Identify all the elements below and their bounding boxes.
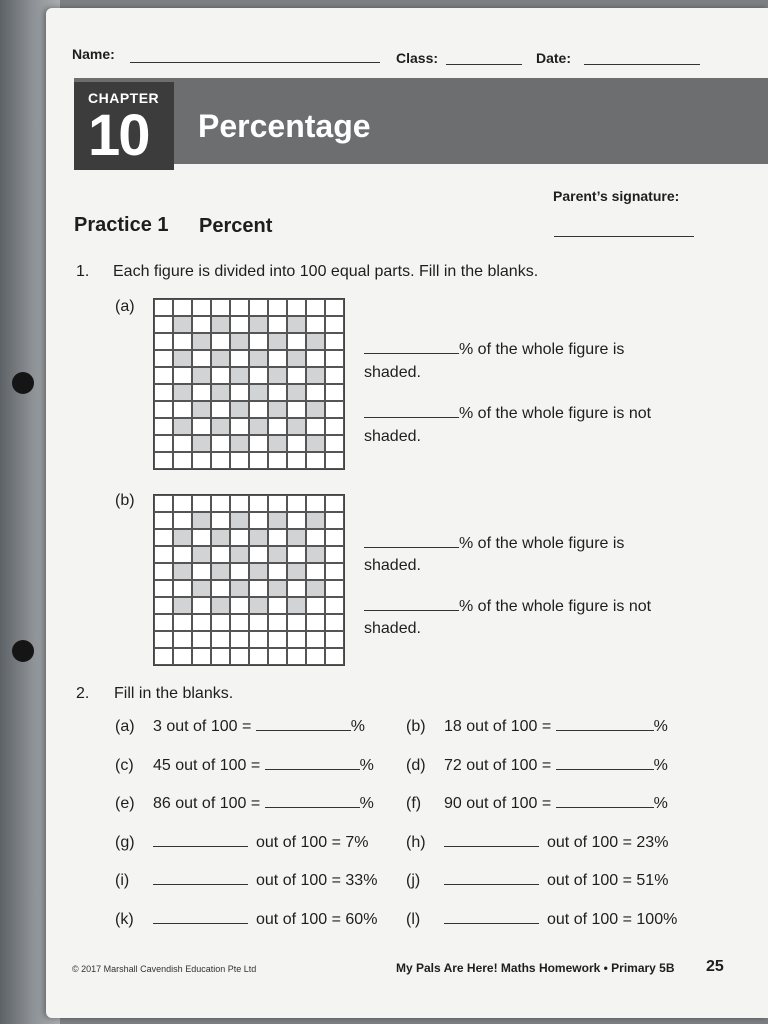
grid-cell	[173, 384, 192, 401]
grid-cell	[230, 435, 249, 452]
grid-cell	[249, 563, 268, 580]
grid-cell	[249, 546, 268, 563]
grid-cell	[325, 299, 344, 316]
q1b-label: (b)	[115, 492, 135, 509]
grid-cell	[154, 546, 173, 563]
q2-item-label: (i)	[115, 872, 130, 889]
grid-cell	[306, 512, 325, 529]
grid-cell	[268, 333, 287, 350]
grid-cell	[306, 529, 325, 546]
grid-cell	[230, 350, 249, 367]
grid-cell	[211, 495, 230, 512]
q1b-shaded-line	[364, 535, 624, 553]
grid-cell	[249, 435, 268, 452]
grid-cell	[325, 418, 344, 435]
name-label: Name:	[72, 46, 115, 62]
grid-cell	[154, 580, 173, 597]
parent-signature-label: Parent’s signature:	[553, 188, 680, 204]
grid-cell	[173, 614, 192, 631]
q1a-not-shaded-text: % of the whole figure is not	[459, 405, 652, 422]
grid-cell	[287, 418, 306, 435]
chapter-box	[74, 82, 174, 170]
grid-cell	[154, 316, 173, 333]
grid-cell	[230, 316, 249, 333]
grid-cell	[154, 631, 173, 648]
q2-item-label: (d)	[406, 757, 426, 774]
q1-instruction: Each figure is divided into 100 equal parts. Fill in the blanks.	[113, 263, 539, 280]
chapter-number: 10	[88, 103, 149, 168]
q2-item-label: (h)	[406, 834, 426, 851]
date-field[interactable]	[584, 64, 700, 65]
grid-cell	[211, 614, 230, 631]
grid-cell	[173, 299, 192, 316]
grid-cell	[192, 529, 211, 546]
grid-cell	[192, 512, 211, 529]
grid-cell	[154, 401, 173, 418]
grid-cell	[249, 452, 268, 469]
grid-cell	[306, 648, 325, 665]
grid-cell	[325, 580, 344, 597]
q2-item	[406, 718, 668, 736]
grid-cell	[154, 648, 173, 665]
grid-cell	[192, 435, 211, 452]
grid-cell	[192, 597, 211, 614]
q2-item-label: (c)	[115, 757, 134, 774]
grid-cell	[287, 597, 306, 614]
grid-cell	[154, 452, 173, 469]
answer-blank[interactable]	[556, 769, 654, 770]
grid-cell	[268, 597, 287, 614]
grid-cell	[268, 495, 287, 512]
grid-cell	[249, 316, 268, 333]
practice-label: Practice 1	[74, 214, 169, 236]
grid-cell	[287, 299, 306, 316]
grid-cell	[230, 512, 249, 529]
q2-item-text: 72 out of 100 =	[444, 757, 556, 774]
q1a-label: (a)	[115, 298, 135, 315]
grid-cell	[287, 648, 306, 665]
grid-cell	[230, 529, 249, 546]
grid-cell	[325, 452, 344, 469]
grid-cell	[154, 512, 173, 529]
q2-item-label: (a)	[115, 718, 135, 735]
grid-cell	[306, 614, 325, 631]
grid-cell	[230, 495, 249, 512]
grid-cell	[173, 563, 192, 580]
q2-item-label: (j)	[406, 872, 421, 889]
grid-cell	[306, 418, 325, 435]
chapter-banner	[74, 78, 768, 164]
grid-cell	[325, 614, 344, 631]
grid-cell	[325, 512, 344, 529]
grid-cell	[230, 563, 249, 580]
q2-item	[115, 872, 377, 890]
grid-cell	[230, 384, 249, 401]
grid-cell	[325, 631, 344, 648]
grid-cell	[211, 512, 230, 529]
grid-cell	[211, 580, 230, 597]
grid-cell	[306, 597, 325, 614]
grid-cell	[154, 367, 173, 384]
q2-item-label: (l)	[406, 911, 421, 928]
q2-item-text: out of 100 = 33%	[256, 872, 378, 889]
answer-blank[interactable]	[153, 923, 248, 924]
grid-cell	[192, 401, 211, 418]
grid-cell	[154, 384, 173, 401]
grid-cell	[306, 367, 325, 384]
grid-cell	[249, 401, 268, 418]
grid-cell	[192, 299, 211, 316]
hundred-grid-a	[153, 298, 345, 470]
grid-cell	[249, 384, 268, 401]
grid-cell	[192, 418, 211, 435]
grid-cell	[268, 512, 287, 529]
grid-cell	[306, 495, 325, 512]
grid-cell	[192, 648, 211, 665]
q2-item	[115, 911, 377, 929]
grid-cell	[211, 648, 230, 665]
hundred-grid-b	[153, 494, 345, 666]
grid-cell	[306, 299, 325, 316]
page-number: 25	[706, 958, 724, 975]
grid-cell	[173, 350, 192, 367]
grid-cell	[249, 299, 268, 316]
grid-cell	[249, 512, 268, 529]
q2-item-text: 3 out of 100 =	[153, 718, 256, 735]
grid-cell	[230, 333, 249, 350]
q2-number: 2.	[76, 685, 90, 702]
grid-cell	[287, 563, 306, 580]
grid-cell	[230, 546, 249, 563]
grid-cell	[192, 546, 211, 563]
answer-blank[interactable]	[556, 807, 654, 808]
book-title: My Pals Are Here! Maths Homework • Primary 5B	[396, 961, 675, 975]
grid-cell	[268, 350, 287, 367]
grid-cell	[154, 495, 173, 512]
q2-item-text: out of 100 = 100%	[547, 911, 678, 928]
q2-item	[406, 757, 668, 775]
q2-item-text: out of 100 = 23%	[547, 834, 669, 851]
grid-cell	[211, 418, 230, 435]
answer-blank[interactable]	[265, 769, 360, 770]
q1b-not-shaded-word: shaded.	[364, 620, 421, 637]
grid-cell	[306, 333, 325, 350]
grid-cell	[173, 580, 192, 597]
grid-cell	[306, 546, 325, 563]
q2-item-unit: %	[350, 718, 365, 735]
grid-cell	[211, 452, 230, 469]
grid-cell	[230, 614, 249, 631]
grid-cell	[325, 529, 344, 546]
grid-cell	[325, 350, 344, 367]
grid-cell	[211, 384, 230, 401]
grid-cell	[192, 367, 211, 384]
worksheet-page	[46, 8, 768, 1018]
copyright: © 2017 Marshall Cavendish Education Pte Ltd	[72, 964, 257, 974]
class-label: Class:	[396, 50, 439, 66]
q2-item-label: (e)	[115, 795, 135, 812]
grid-cell	[230, 580, 249, 597]
answer-blank[interactable]	[153, 846, 248, 847]
grid-cell	[211, 563, 230, 580]
grid-cell	[325, 367, 344, 384]
grid-cell	[211, 546, 230, 563]
grid-cell	[268, 580, 287, 597]
q2-item-unit: %	[653, 795, 668, 812]
grid-cell	[268, 631, 287, 648]
grid-cell	[268, 367, 287, 384]
grid-cell	[268, 529, 287, 546]
grid-cell	[306, 316, 325, 333]
grid-cell	[230, 597, 249, 614]
grid-cell	[154, 597, 173, 614]
grid-cell	[325, 546, 344, 563]
chapter-word: CHAPTER	[88, 90, 160, 106]
grid-cell	[154, 299, 173, 316]
grid-cell	[192, 563, 211, 580]
grid-cell	[154, 435, 173, 452]
grid-cell	[192, 333, 211, 350]
q2-item-unit: %	[653, 718, 668, 735]
q1a-not-shaded-word: shaded.	[364, 428, 421, 445]
grid-cell	[287, 350, 306, 367]
grid-cell	[287, 495, 306, 512]
class-field[interactable]	[446, 64, 522, 65]
q2-item-label: (k)	[115, 911, 134, 928]
q2-item-text: 45 out of 100 =	[153, 757, 265, 774]
grid-cell	[287, 435, 306, 452]
answer-blank[interactable]	[444, 846, 539, 847]
grid-cell	[287, 529, 306, 546]
q1b-not-shaded-text: % of the whole figure is not	[459, 598, 652, 615]
grid-cell	[173, 495, 192, 512]
answer-blank[interactable]	[364, 610, 459, 611]
grid-cell	[211, 299, 230, 316]
grid-cell	[211, 529, 230, 546]
grid-cell	[249, 495, 268, 512]
q1a-shaded-word: shaded.	[364, 364, 421, 381]
chapter-title: Percentage	[198, 108, 371, 144]
grid-cell	[325, 316, 344, 333]
grid-cell	[306, 631, 325, 648]
grid-cell	[192, 316, 211, 333]
grid-cell	[192, 580, 211, 597]
grid-cell	[287, 452, 306, 469]
q2-item-text: 18 out of 100 =	[444, 718, 556, 735]
grid-cell	[287, 512, 306, 529]
grid-cell	[192, 614, 211, 631]
grid-cell	[173, 316, 192, 333]
q1-number: 1.	[76, 263, 90, 280]
q2-item	[115, 834, 369, 852]
grid-cell	[306, 350, 325, 367]
binder-hole	[12, 372, 34, 394]
grid-cell	[249, 631, 268, 648]
q2-instruction: Fill in the blanks.	[114, 685, 234, 702]
answer-blank[interactable]	[556, 730, 654, 731]
grid-cell	[173, 546, 192, 563]
q2-item	[406, 911, 677, 929]
date-label: Date:	[536, 50, 572, 66]
grid-cell	[154, 614, 173, 631]
grid-cell	[173, 452, 192, 469]
q1a-not-shaded-line	[364, 405, 651, 423]
grid-cell	[287, 580, 306, 597]
grid-cell	[325, 435, 344, 452]
grid-cell	[287, 316, 306, 333]
grid-cell	[268, 546, 287, 563]
answer-blank[interactable]	[444, 884, 539, 885]
q1a-shaded-text: % of the whole figure is	[459, 341, 625, 358]
grid-cell	[287, 631, 306, 648]
q2-item-text: out of 100 = 60%	[256, 911, 378, 928]
grid-cell	[249, 367, 268, 384]
grid-cell	[249, 614, 268, 631]
q1a-shaded-line	[364, 341, 624, 359]
q2-item-label: (g)	[115, 834, 135, 851]
grid-cell	[268, 648, 287, 665]
grid-cell	[325, 648, 344, 665]
grid-cell	[249, 350, 268, 367]
grid-cell	[154, 350, 173, 367]
grid-cell	[249, 648, 268, 665]
q2-item	[115, 795, 374, 813]
grid-cell	[211, 435, 230, 452]
grid-cell	[268, 299, 287, 316]
grid-cell	[230, 631, 249, 648]
grid-cell	[287, 546, 306, 563]
grid-cell	[192, 631, 211, 648]
answer-blank[interactable]	[364, 417, 459, 418]
grid-cell	[268, 563, 287, 580]
grid-cell	[325, 333, 344, 350]
grid-cell	[230, 648, 249, 665]
q2-item-label: (f)	[406, 795, 422, 812]
grid-cell	[268, 418, 287, 435]
grid-cell	[192, 495, 211, 512]
grid-cell	[230, 418, 249, 435]
answer-blank[interactable]	[153, 884, 248, 885]
q2-item	[406, 795, 668, 813]
grid-cell	[211, 631, 230, 648]
grid-cell	[154, 418, 173, 435]
grid-cell	[173, 401, 192, 418]
q2-item-unit: %	[653, 757, 668, 774]
grid-cell	[230, 367, 249, 384]
answer-blank[interactable]	[364, 547, 459, 548]
q2-item	[406, 834, 668, 852]
grid-cell	[287, 384, 306, 401]
q2-item-label: (b)	[406, 718, 426, 735]
grid-cell	[249, 529, 268, 546]
q2-item-unit: %	[359, 757, 374, 774]
grid-cell	[154, 529, 173, 546]
grid-cell	[192, 350, 211, 367]
grid-cell	[173, 597, 192, 614]
grid-cell	[306, 384, 325, 401]
binder-hole	[12, 640, 34, 662]
grid-cell	[287, 401, 306, 418]
grid-cell	[173, 333, 192, 350]
grid-cell	[230, 452, 249, 469]
grid-cell	[154, 333, 173, 350]
grid-cell	[268, 452, 287, 469]
grid-cell	[287, 614, 306, 631]
q2-item	[115, 718, 365, 736]
grid-cell	[230, 299, 249, 316]
grid-cell	[306, 401, 325, 418]
grid-cell	[249, 580, 268, 597]
grid-cell	[211, 350, 230, 367]
grid-cell	[192, 452, 211, 469]
grid-cell	[325, 401, 344, 418]
grid-cell	[173, 418, 192, 435]
grid-cell	[154, 563, 173, 580]
grid-cell	[268, 316, 287, 333]
q1b-shaded-word: shaded.	[364, 557, 421, 574]
grid-cell	[287, 333, 306, 350]
grid-cell	[268, 384, 287, 401]
grid-cell	[211, 597, 230, 614]
grid-cell	[249, 333, 268, 350]
grid-cell	[211, 367, 230, 384]
q2-item-text: out of 100 = 7%	[256, 834, 369, 851]
grid-cell	[268, 614, 287, 631]
grid-cell	[211, 316, 230, 333]
grid-cell	[173, 648, 192, 665]
grid-cell	[249, 418, 268, 435]
answer-blank[interactable]	[256, 730, 351, 731]
q1b-shaded-text: % of the whole figure is	[459, 535, 625, 552]
grid-cell	[306, 580, 325, 597]
answer-blank[interactable]	[444, 923, 539, 924]
grid-cell	[325, 563, 344, 580]
grid-cell	[211, 333, 230, 350]
grid-cell	[306, 563, 325, 580]
grid-cell	[249, 597, 268, 614]
q2-item-unit: %	[359, 795, 374, 812]
answer-blank[interactable]	[364, 353, 459, 354]
grid-cell	[173, 435, 192, 452]
q1b-not-shaded-line	[364, 598, 651, 616]
parent-signature-field[interactable]	[554, 236, 694, 237]
grid-cell	[306, 452, 325, 469]
grid-cell	[268, 435, 287, 452]
grid-cell	[325, 384, 344, 401]
grid-cell	[325, 495, 344, 512]
q2-item-text: 90 out of 100 =	[444, 795, 556, 812]
grid-cell	[268, 401, 287, 418]
q2-item	[406, 872, 668, 890]
grid-cell	[325, 597, 344, 614]
grid-cell	[306, 435, 325, 452]
grid-cell	[173, 512, 192, 529]
grid-cell	[192, 384, 211, 401]
q2-item-text: 86 out of 100 =	[153, 795, 265, 812]
practice-topic: Percent	[199, 215, 273, 237]
name-field[interactable]	[130, 62, 380, 63]
grid-cell	[211, 401, 230, 418]
answer-blank[interactable]	[265, 807, 360, 808]
grid-cell	[230, 401, 249, 418]
q2-item	[115, 757, 374, 775]
grid-cell	[173, 631, 192, 648]
grid-cell	[287, 367, 306, 384]
grid-cell	[173, 529, 192, 546]
grid-cell	[173, 367, 192, 384]
q2-item-text: out of 100 = 51%	[547, 872, 669, 889]
